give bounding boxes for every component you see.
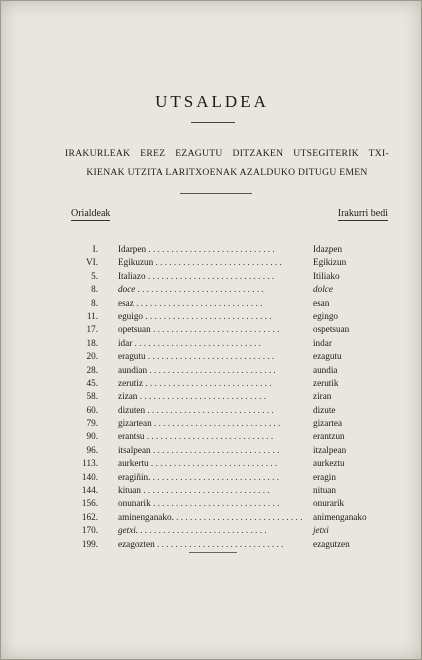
errata-row [71,310,401,323]
errata-row [71,417,401,430]
errata-correction: Itiliako [313,270,340,281]
errata-row [71,430,401,443]
errata-page-number: 199. [81,538,98,549]
errata-correction: zerutik [313,377,339,388]
errata-row [71,350,401,363]
errata-wrong-word: esaz . . . [118,297,308,310]
errata-row [71,256,401,269]
errata-row [71,511,401,524]
errata-wrong-word: aundian . . . [118,364,308,377]
errata-correction: ospetsuan [313,324,350,335]
errata-page-number: 11. [86,310,98,321]
errata-page-number: 5. [91,270,98,281]
errata-wrong-word: idar . . . [118,337,308,350]
section-divider [180,193,252,194]
errata-row [71,538,401,551]
errata-wrong-word: kituan . . . [118,484,308,497]
errata-page-number: 17. [86,324,98,335]
errata-wrong-word: onunarik . . . [118,497,308,510]
errata-wrong-word: gizartean . . . [118,417,308,430]
errata-page-number: 20. [86,351,98,362]
errata-page-number: 96. [86,444,98,455]
errata-correction: aundia [313,364,338,375]
errata-wrong-word: itsalpean . . . [118,444,308,457]
errata-wrong-word: erantsu . . . [118,430,308,443]
errata-page-number: 144. [81,485,98,496]
errata-list [71,243,401,551]
closing-divider [189,552,237,553]
errata-wrong-word: opetsuan . . . [118,323,308,336]
errata-wrong-word: aminenganako. . . . [118,511,308,524]
errata-correction: dolce [313,284,333,295]
errata-correction: indar [313,337,332,348]
errata-correction: ziran [313,391,332,402]
errata-row [71,270,401,283]
errata-correction: ezagutu [313,351,342,362]
errata-correction: erantzun [313,431,345,442]
errata-row [71,323,401,336]
errata-page-number: 8. [91,284,98,295]
errata-page-number: 162. [81,511,98,522]
errata-correction: gizartea [313,418,343,429]
errata-wrong-word: eguigo . . . [118,310,308,323]
errata-wrong-word: getxi. . . . [118,524,308,537]
errata-row [71,390,401,403]
errata-correction: dizute [313,404,336,415]
errata-wrong-word: dizuten . . . [118,404,308,417]
errata-row [71,497,401,510]
errata-page-number: 60. [86,404,98,415]
intro-line-2: KIENAK UTZITA LARITXOENAK AZALDUKO DITUGU EMEN [86,167,368,178]
errata-correction: animenganako [313,511,367,522]
errata-page-number: 90. [86,431,98,442]
errata-wrong-word: zerutiz . . . [118,377,308,390]
errata-wrong-word: ezagozten . . . [118,538,308,551]
errata-page-number: 156. [81,498,98,509]
errata-page-number: 18. [86,337,98,348]
errata-page-number: 45. [86,377,98,388]
errata-row [71,243,401,256]
errata-row [71,377,401,390]
errata-correction: aurkeztu [313,458,345,469]
errata-correction: egingo [313,310,339,321]
errata-page-number: 170. [81,525,98,536]
errata-wrong-word: eragiñin. . . . [118,471,308,484]
errata-wrong-word: Idarpen . . . [118,243,308,256]
errata-page-number: 140. [81,471,98,482]
column-header-corrections: Irakurri bedi [337,208,388,219]
errata-row [71,297,401,310]
errata-wrong-word: eragutu . . . [118,350,308,363]
errata-row [71,337,401,350]
errata-row [71,283,401,296]
errata-correction: itzalpean [313,444,347,455]
errata-wrong-word: aurkertu . . . [118,457,308,470]
errata-row [71,484,401,497]
errata-wrong-word: zizan . . . [118,390,308,403]
errata-correction: nituan [313,485,336,496]
page-title: UTSALDEA [155,92,269,111]
errata-page-number: I. [92,244,98,254]
errata-row [71,404,401,417]
errata-correction: jetxi [313,525,329,536]
errata-wrong-word: doce . . . [118,283,308,296]
errata-correction: eragin [313,471,336,482]
errata-wrong-word: Egikuzun . . . [118,256,308,269]
errata-page-number: VI. [86,257,98,268]
errata-page-number: 8. [91,297,98,308]
errata-correction: Egikizun [313,257,347,268]
errata-row [71,457,401,470]
errata-page-number: 79. [86,418,98,429]
intro-line-1: IRAKURLEAK EREZ EZAGUTU DITZAKEN UTSEGITERIK TXI- [65,148,389,159]
errata-correction: onurarik [313,498,345,509]
errata-row [71,364,401,377]
title-divider [191,122,235,123]
errata-wrong-word: Italiazo . . . [118,270,308,283]
errata-row [71,524,401,537]
column-header-pages: Orialdeak [71,208,111,219]
errata-correction: esan [313,297,330,308]
errata-page-number: 58. [86,391,98,402]
errata-correction: ezagutzen [313,538,350,549]
errata-correction: Idazpen [313,244,343,254]
errata-row [71,471,401,484]
errata-page-number: 28. [86,364,98,375]
errata-page-number: 113. [82,458,98,469]
errata-row [71,444,401,457]
